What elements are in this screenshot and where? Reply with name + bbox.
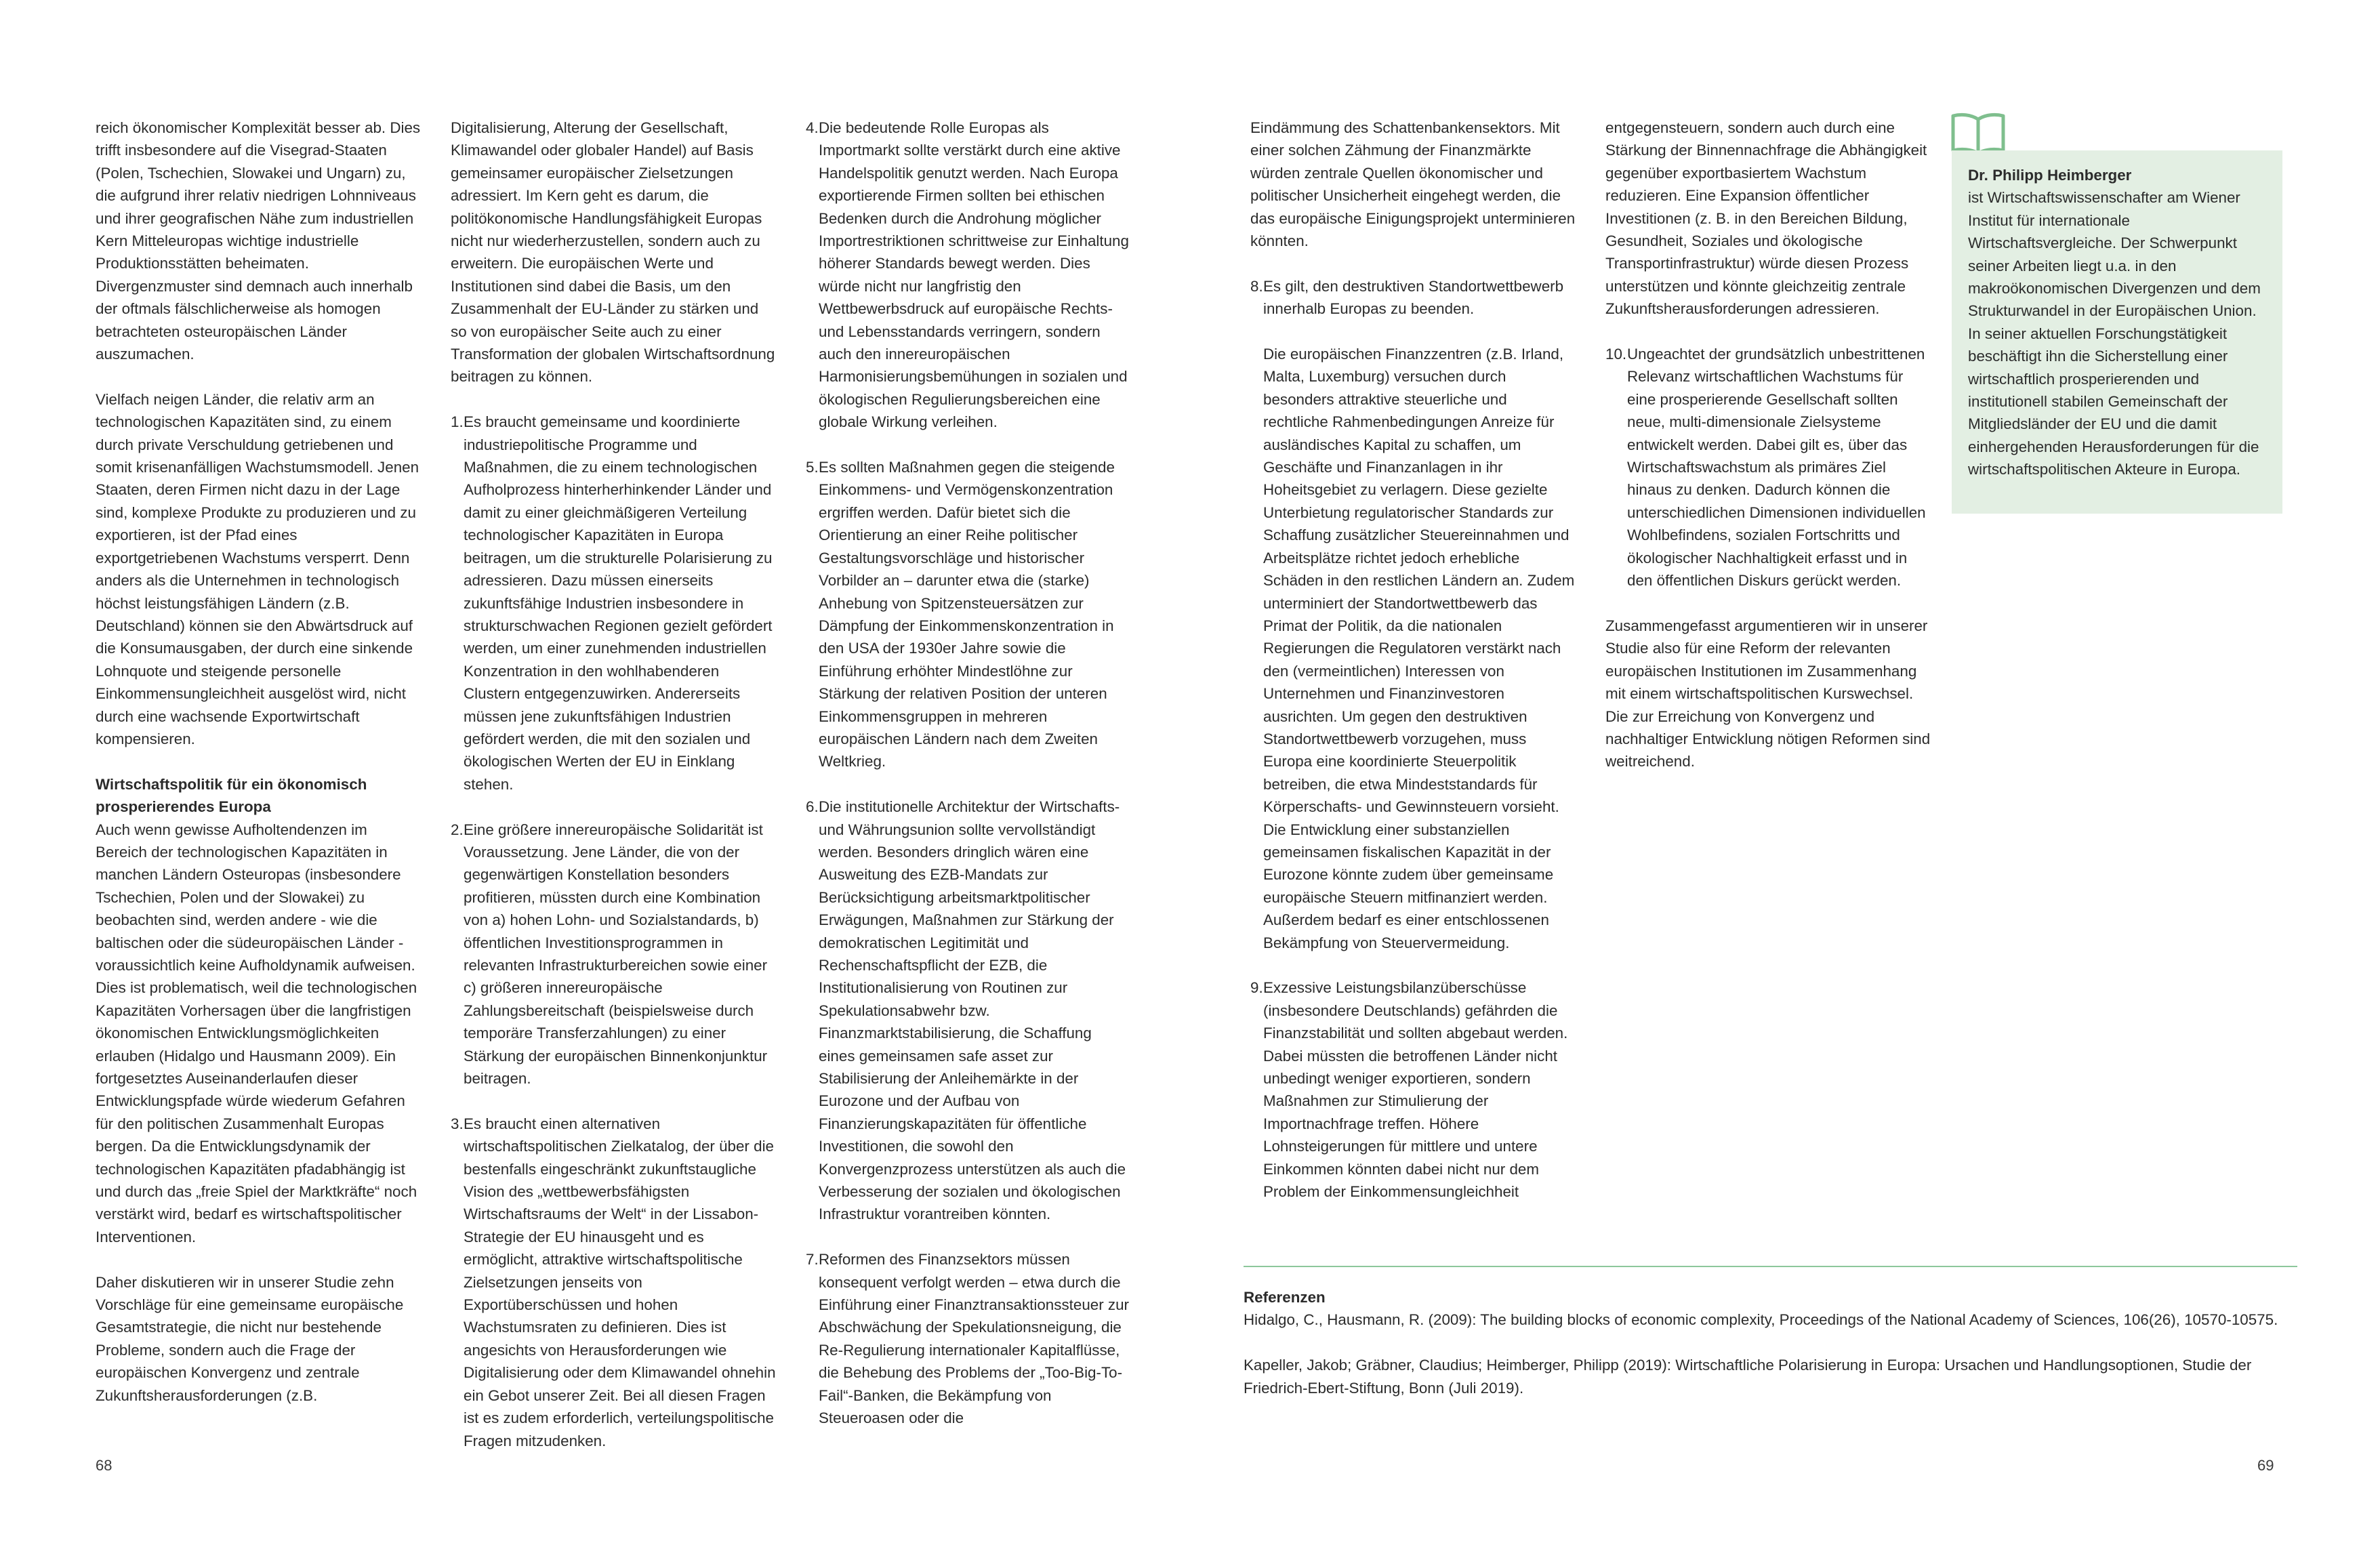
paragraph: Vielfach neigen Länder, die relativ arm an technologischen Kapazitäten sind, zu einem durch private Verschuldung getriebenen und somit krisenanfälligen Wachstumsmodell. Jenen Staaten, deren Firmen nicht dazu in der Lage sind, komplexe Produkte zu produzieren und zu exportieren, ist der Pfad eines exportgetriebenen Wachstums versperrt. Denn anders als die Unternehmen in technologisch höchst leistungsfähigen Ländern (z.B. Deutschland) können sie den Abwärtsdruck auf die Konsumausgaben, der durch eine sinkende Lohnquote und steigende personelle Einkommensungleichheit ausgelöst wird, nicht durch eine wachsende Exportwirtschaft kompensieren. xyxy=(96,390,419,747)
list-number: 7. xyxy=(806,1251,819,1268)
left-column-3 xyxy=(806,117,1131,1452)
left-column-2 xyxy=(451,117,776,1474)
list-item xyxy=(1250,275,1576,954)
list-item xyxy=(451,1113,776,1452)
list-item xyxy=(451,411,776,796)
list-text: Es braucht gemeinsame und koordinierte industriepolitische Programme und Maßnahmen, die zu einem technologischen Aufholprozess hinterherhinkender Länder und damit zu einer gleichmäßigeren Verteilung technologischer Kapazitäten in Europa beitragen, um die strukturelle Polarisierung zu adressieren. Dazu müssen einerseits zukunftsfähige Industrien insbesondere in strukturschwachen Regionen gezielt gefördert werden, um einer zunehmenden industriellen Konzentration in den wohlhabenderen Clustern entgegenzuwirken. Andererseits müssen jene zukunftsfähigen Industrien gefördert werden, die mit den sozialen und ökologischen Werten der EU in Einklang stehen. xyxy=(464,413,773,793)
list-number: 3. xyxy=(451,1115,464,1132)
section-heading: Wirtschaftspolitik für ein ökonomisch prosperierendes Europa xyxy=(96,775,367,816)
list-text: Es sollten Maßnahmen gegen die steigende Einkommens- und Vermögenskonzentration ergriffen werden. Dafür bietet sich die Orientierung an einer Reihe politischer Gestaltungsvorschläge und historischer Vorbilder an – darunter etwa die (starke) Anhebung von Spitzensteuersätzen zur Dämpfung der Einkommenskonzentration in den USA der 1930er Jahre sowie die Einführung erhöhter Mindestlöhne zur Stärkung der relativen Position der unteren Einkommensgruppen in mehreren europäischen Ländern nach dem Zweiten Weltkrieg. xyxy=(819,459,1115,770)
paragraph: Auch wenn gewisse Aufholtendenzen im Bereich der technologischen Kapazitäten in manchen Ländern Osteuropas (insbesondere Tschechien, Polen und der Slowakei) zu beobachten sind, werden andere - wie die baltischen oder die südeuropäischen Länder - voraussichtlich keine Aufholdynamik aufweisen. Dies ist problematisch, weil die technologischen Kapazitäten Vorhersagen über die langfristigen ökonomischen Entwicklungsmöglichkeiten erlauben (Hidalgo und Hausmann 2009). Ein fortgesetztes Auseinanderlaufen dieser Entwicklungspfade würde wiederum Gefahren für den politischen Zusammenhalt Europas bergen. Da die Entwicklungsdynamik der technologischen Kapazitäten pfadabhängig ist und durch das „freie Spiel der Marktkräfte“ noch verstärkt wird, bedarf es wirtschaftspolitischer Interventionen. xyxy=(96,821,417,1245)
proposal-list xyxy=(806,117,1131,1430)
section xyxy=(96,773,421,1249)
list-number: 9. xyxy=(1250,979,1263,997)
divider-line xyxy=(1244,1266,2297,1267)
open-book-icon xyxy=(1950,111,2006,154)
list-text: Ungeachtet der grundsätzlich unbestrittenen Relevanz wirtschaftlichen Wachstums für eine prosperierende Gesellschaft sollten neue, multi-dimensionale Zielsysteme entwickelt werden. Dabei gilt es, über das Wirtschaftswachstum als primäres Ziel hinaus zu denken. Dadurch können die unterschiedlichen Dimensionen individuellen Wohlbefindens, sozialen Fortschritts und ökologischer Nachhaltigkeit erfasst und in den öffentlichen Diskurs gerückt werden. xyxy=(1627,346,1926,590)
list-text: Es gilt, den destruktiven Standortwettbewerb innerhalb Europas zu beenden. xyxy=(1263,277,1564,318)
list-number: 1. xyxy=(451,413,464,431)
list-text: Es braucht einen alternativen wirtschaftspolitischen Zielkatalog, der über die bestenfalls eingeschränkt zukunftstaugliche Vision des „wettbewerbsfähigsten Wirtschaftsraums der Welt“ in der Lissabon-Strategie der EU hinausgeht und es ermöglicht, attraktive wirtschaftspolitische Zielsetzungen jenseits von Exportüberschüssen und hohen Wachstumsraten zu definieren. Dies ist angesichts von Herausforderungen wie Digitalisierung oder dem Klimawandel ohnehin ein Gebot unserer Zeit. Bei all diesen Fragen ist es zudem erforderlich, verteilungspolitische Fragen mitzudenken. xyxy=(464,1115,776,1449)
list-item xyxy=(1605,343,1931,592)
list-number: 8. xyxy=(1250,277,1263,295)
reference-text: Hidalgo, C., Hausmann, R. (2009): The building blocks of economic complexity, Proceedings of the National Academy of Sciences, 106(26), 10570-10575. xyxy=(1244,1311,2278,1329)
list-item xyxy=(806,796,1131,1226)
list-number: 5. xyxy=(806,459,819,476)
paragraph: Digitalisierung, Alterung der Gesellschaft, Klimawandel oder globaler Handel) auf Basis gemeinsamer europäischer Zielsetzungen adressiert. Im Kern geht es darum, die politökonomische Handlungsfähigkeit Europas nicht nur wiederherzustellen, sondern auch zu erweitern. Die europäischen Werte und Institutionen sind dabei die Basis, um den Zusammenhalt der EU-Länder zu stärken und so von europäischer Seite auch zu einer Transformation der globalen Wirtschaftsordnung beitragen zu können. xyxy=(451,119,775,386)
paragraph: entgegensteuern, sondern auch durch eine Stärkung der Binnennachfrage die Abhängigkeit gegenüber exportbasiertem Wachstum reduzieren. Eine Expansion öffentlicher Investitionen (z. B. in den Bereichen Bildung, Gesundheit, Soziales und ökologische Transportinfrastruktur) würde diesen Prozess unterstützen und könnte gleichzeitig zentrale Zukunftsherausforderungen adressieren. xyxy=(1605,119,1927,318)
right-column-1 xyxy=(1250,117,1576,1226)
reference-entry: Kapeller, Jakob; Gräbner, Claudius; Heimberger, Philipp (2019): Wirtschaftliche Polarisierung in Europa: Ursachen und Handlungsoptionen, Studie der Friedrich-Ebert-Stiftung, Bonn (Juli 2019). xyxy=(1244,1357,2252,1397)
list-item xyxy=(806,1248,1131,1429)
list-text: Eine größere innereuropäische Solidarität ist Voraussetzung. Jene Länder, die von der gegenwärtigen Konstellation besonders profitieren, müssten durch eine Kombination von a) hohen Lohn- und Sozialstandards, b) öffentlichen Investitionsprogrammen in relevanten Infrastrukturbereichen sowie einer c) größeren innereuropäische Zahlungsbereitschaft (beispielsweise durch temporäre Transferzahlungen) zu einer Stärkung der europäischen Binnenkonjunktur beitragen. xyxy=(464,821,768,1088)
list-text-continued: Die europäischen Finanzzentren (z.B. Irland, Malta, Luxemburg) versuchen durch besonders attraktive steuerliche und rechtliche Rahmenbedingungen Anreize für ausländisches Kapital zu schaffen, um Geschäfte und Finanzanlagen in ihr Hoheitsgebiet zu verlagern. Diese gezielte Unterbietung regulatorischer Standards zur Schaffung zusätzlicher Steuereinnahmen und Arbeitsplätze richtet jedoch erhebliche Schäden in den restlichen Ländern an. Zudem unterminiert der Standortwettbewerb das Primat der Politik, da die nationalen Regierungen die Regulatoren verstärkt nach den (vermeintlichen) Interessen von Unternehmen und Finanzinvestoren ausrichten. Um gegen den destruktiven Standortwettbewerb vorzugehen, muss Europa eine koordinierte Steuerpolitik betreiben, die etwa Mindeststandards für Körperschafts- und Gewinnsteuern vorsieht. Die Entwicklung einer substanziellen gemeinsamen fiskalischen Kapazität in der Eurozone könnte zudem über gemeinsame europäische Steuern mitfinanziert werden. Außerdem bedarf es einer entschlossenen Bekämpfung von Steuervermeidung. xyxy=(1263,346,1575,951)
list-number: 10. xyxy=(1605,346,1627,363)
list-number: 2. xyxy=(451,821,464,838)
list-number: 4. xyxy=(806,119,819,136)
references-heading: Referenzen xyxy=(1244,1289,1326,1306)
left-column-1 xyxy=(96,117,421,1430)
list-text: Die institutionelle Architektur der Wirtschafts- und Währungsunion sollte vervollständigt werden. Besonders dringlich wären eine Ausweitung des EZB-Mandats zur Berücksichtigung arbeitsmarktpolitischer Erwägungen, Maßnahmen zur Stärkung der demokratischen Legitimität und Rechenschaftspflicht der EZB, die Institutionalisierung von Routinen zur Spekulationsabwehr bzw. Finanzmarktstabilisierung, die Schaffung eines gemeinsamen safe asset zur Stabilisierung der Anleihemärkte in der Eurozone und der Aufbau von Finanzierungskapazitäten für öffentliche Investitionen, die sowohl den Konvergenzprozess unterstützen als auch die Verbesserung der sozialen und ökologischen Infrastruktur vorantreiben könnten. xyxy=(819,798,1126,1223)
list-item xyxy=(451,819,776,1090)
proposal-list xyxy=(1605,343,1931,592)
page-number-left: 68 xyxy=(96,1457,112,1474)
author-name: Dr. Philipp Heimberger xyxy=(1968,167,2132,184)
reference-entry xyxy=(1244,1286,2297,1332)
proposal-list xyxy=(1250,275,1576,1203)
list-number: 6. xyxy=(806,798,819,816)
paragraph: Eindämmung des Schattenbankensektors. Mit einer solchen Zähmung der Finanzmärkte würden zentrale Quellen ökonomischer und politischer Unsicherheit eingehegt werden, die das europäische Einigungsprojekt unterminieren könnten. xyxy=(1250,119,1576,250)
author-bio-box xyxy=(1952,150,2282,514)
list-text: Exzessive Leistungsbilanzüberschüsse (insbesondere Deutschlands) gefährden die Finanzstabilität und sollten abgebaut werden. Dabei müssten die betroffenen Länder nicht unbedingt weniger exportieren, sondern Maßnahmen zur Stimulierung der Importnachfrage treffen. Höhere Lohnsteigerungen für mittlere und untere Einkommen könnten dabei nicht nur dem Problem der Einkommensungleichheit xyxy=(1263,979,1568,1201)
list-item xyxy=(806,117,1131,434)
paragraph: reich ökonomischer Komplexität besser ab. Dies trifft insbesondere auf die Visegrad-Staaten (Polen, Tschechien, Slowakei und Ungarn) zu, die aufgrund ihrer relativ niedrigen Lohnniveaus und ihrer geografischen Nähe zum industriellen Kern Mitteleuropas wichtige industrielle Produktionsstätten beheimaten. Divergenzmuster sind demnach auch innerhalb der oftmals fälschlicherweise als homogen betrachteten osteuropäischen Länder auszumachen. xyxy=(96,119,421,363)
list-item xyxy=(806,456,1131,773)
paragraph: Zusammengefasst argumentieren wir in unserer Studie also für eine Reform der relevanten europäischen Institutionen im Zusammenhang mit einem wirtschaftspolitischen Kurswechsel. Die zur Erreichung von Konvergenz und nachhaltiger Entwicklung nötigen Reformen sind weitreichend. xyxy=(1605,617,1931,770)
author-bio-text: ist Wirtschaftswissenschafter am Wiener Institut für internationale Wirtschaftsvergleiche. Der Schwerpunkt seiner Arbeiten liegt u.a. in den makroökonomischen Divergenzen und dem Strukturwandel in der Europäischen Union. In seiner aktuellen Forschungstätigkeit beschäftigt ihn die Sicherstellung einer wirtschaftlich prosperierenden und institutionell stabilen Gemeinschaft der Mitgliedsländer der EU und die damit einhergehenden Herausforderungen für die wirtschaftspolitischen Akteure in Europa. xyxy=(1968,189,2261,478)
page-number-right: 69 xyxy=(2257,1457,2274,1474)
list-text: Reformen des Finanzsektors müssen konsequent verfolgt werden – etwa durch die Einführung einer Finanztransaktionssteuer zur Abschwächung der Spekulationsneigung, die Re-Regulierung internationaler Kapitalflüsse, die Behebung des Problems der „Too-Big-To-Fail“-Banken, die Bekämpfung von Steueroasen oder die xyxy=(819,1251,1130,1427)
references xyxy=(1244,1286,2297,1422)
paragraph: Daher diskutieren wir in unserer Studie zehn Vorschläge für eine gemeinsame europäische Gesamtstrategie, die nicht nur bestehende Probleme, sondern auch die Frage der europäischen Konvergenz und zentrale Zukunftsherausforderungen (z.B. xyxy=(96,1273,404,1404)
proposal-list xyxy=(451,411,776,1452)
right-column-2 xyxy=(1605,117,1931,796)
list-item xyxy=(1250,976,1576,1203)
list-text: Die bedeutende Rolle Europas als Importmarkt sollte verstärkt durch eine aktive Handelspolitik genutzt werden. Nach Europa exportierende Firmen sollten bei ethischen Bedenken durch die Androhung möglicher Importrestriktionen schrittweise zur Einhaltung höherer Standards bewegt werden. Dies würde nicht nur langfristig den Wettbewerbsdruck auf europäische Rechts- und Lebensstandards verringern, sondern auch den innereuropäischen Harmonisierungsbemühungen in sozialen und ökologischen Regulierungsbereichen eine globale Wirkung verleihen. xyxy=(819,119,1129,431)
